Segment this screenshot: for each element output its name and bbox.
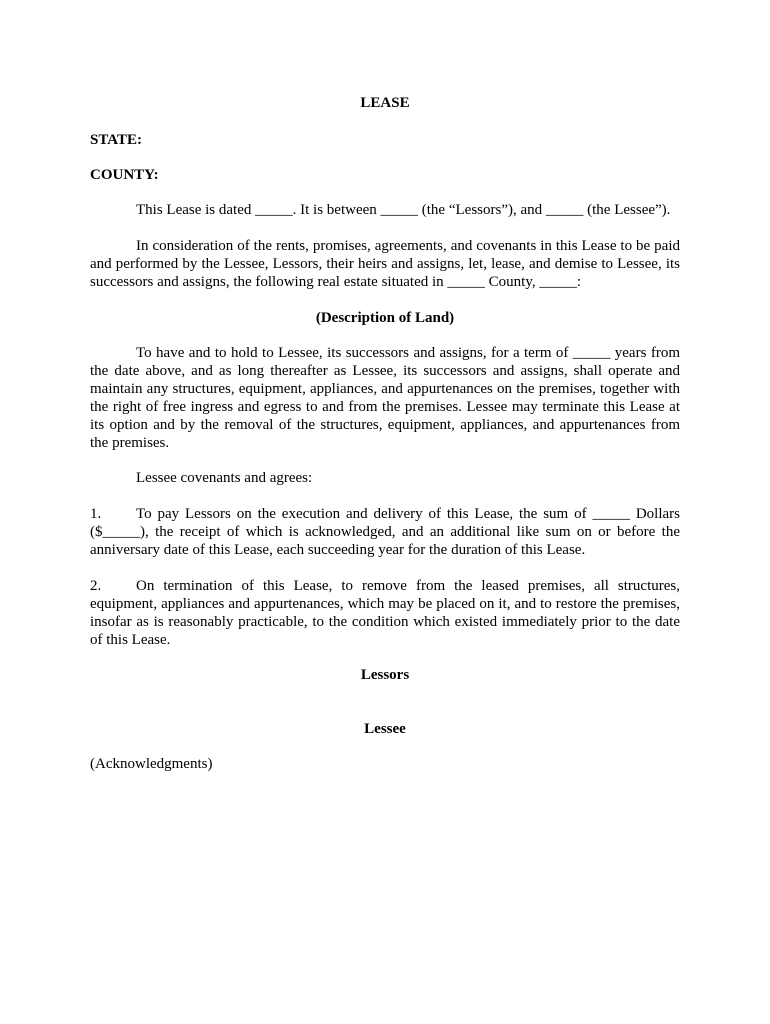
term-paragraph: To have and to hold to Lessee, its successors and assigns, for a term of _____ years from the date above, and as long thereafter as Lessee, its successors and assigns, shall operate and maintain any structures, equipment, appliances, and appurtenances on the premises, together with the right of free ingress and egress to and from the premises. Lessee may terminate this Lease at its option and by the removal of the structures, equipment, appliances, and appurtenances from the premises.: [90, 345, 680, 451]
covenant-text: To pay Lessors on the execution and delivery of this Lease, the sum of _____ Dollars ($_____), the receipt of which is acknowledged, and an additional like sum on or before the anniversary date of this Lease, each succeeding year for the duration of this Lease.: [90, 506, 680, 558]
document-title: LEASE: [360, 95, 410, 111]
acknowledgments-label: (Acknowledgments): [90, 756, 213, 772]
lease-dated-paragraph: This Lease is dated _____. It is between _____ (the “Lessors”), and _____ (the Lessee”).: [136, 202, 671, 218]
covenant-item-2: [90, 577, 680, 649]
covenant-item-1: [90, 505, 680, 559]
lessee-signature-label: Lessee: [364, 721, 406, 737]
covenants-intro: Lessee covenants and agrees:: [136, 470, 313, 486]
covenant-number: 1.: [90, 506, 102, 522]
state-label: STATE:: [90, 132, 142, 148]
consideration-paragraph: In consideration of the rents, promises, agreements, and covenants in this Lease to be paid and performed by the Lessee, Lessors, their heirs and assigns, let, lease, and demise to Lessee, its successors and assigns, the following real estate situated in _____ County, _____:: [90, 238, 680, 290]
covenant-text: On termination of this Lease, to remove from the leased premises, all structures, equipment, appliances and appurtenances, which may be placed on it, and to restore the premises, insofar as is reasonably practicable, to the condition which existed immediately prior to the date of this Lease.: [90, 578, 680, 648]
covenant-number: 2.: [90, 578, 102, 594]
description-heading: (Description of Land): [315, 310, 455, 326]
county-label: COUNTY:: [90, 167, 159, 183]
lessors-signature-label: Lessors: [360, 667, 410, 683]
